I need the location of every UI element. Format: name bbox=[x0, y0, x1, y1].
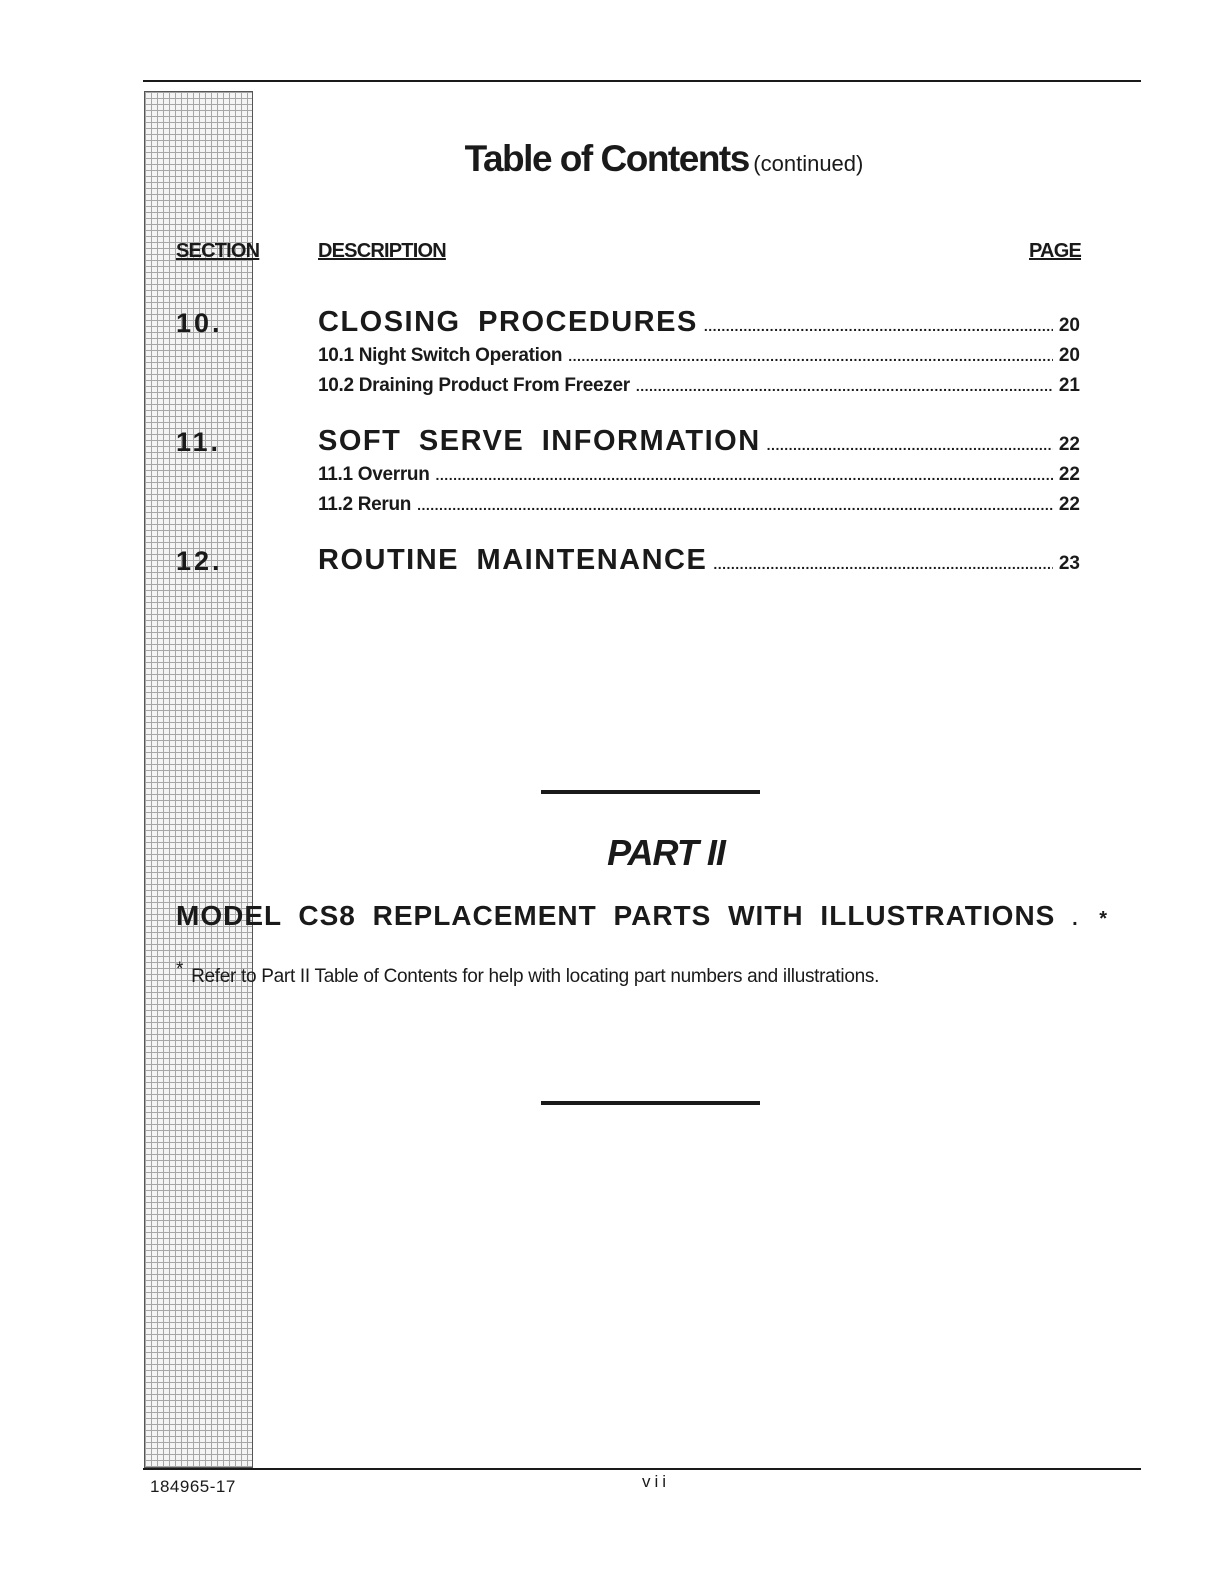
toc-subentry-page: 22 bbox=[1058, 464, 1080, 485]
leader-dots bbox=[713, 556, 1053, 572]
section-number: 10. bbox=[176, 308, 223, 338]
toc-entry-title: SOFT SERVE INFORMATION bbox=[318, 425, 761, 457]
part-heading: PART II bbox=[607, 832, 725, 873]
column-header-section: SECTION bbox=[176, 240, 260, 262]
bottom-rule bbox=[143, 1468, 1141, 1470]
toc-entry-page: 22 bbox=[1058, 434, 1080, 455]
toc-entry[interactable] bbox=[318, 306, 1080, 339]
page-title bbox=[0, 138, 1224, 180]
toc-subentry[interactable] bbox=[318, 375, 1080, 397]
leader-dots bbox=[436, 467, 1053, 483]
toc-subentry-title: 10.2 Draining Product From Freezer bbox=[318, 375, 630, 396]
column-header-description: DESCRIPTION bbox=[318, 240, 446, 262]
toc-subentry-title: 11.2 Rerun bbox=[318, 494, 412, 515]
top-rule bbox=[143, 80, 1141, 82]
divider-bar-bottom bbox=[541, 1101, 760, 1105]
toc-entry-page: 23 bbox=[1058, 553, 1080, 574]
model-parts-title: MODEL CS8 REPLACEMENT PARTS WITH ILLUSTRATIONS bbox=[176, 900, 1056, 931]
toc-subentry-title: 10.1 Night Switch Operation bbox=[318, 345, 563, 366]
leader-dots bbox=[704, 318, 1053, 334]
toc-subentry[interactable] bbox=[318, 464, 1080, 486]
page-number: vii bbox=[642, 1472, 671, 1491]
toc-subentry-page: 21 bbox=[1058, 375, 1080, 396]
toc-subentry-title: 11.1 Overrun bbox=[318, 464, 430, 485]
leader-dots bbox=[767, 437, 1053, 453]
leader-dots bbox=[568, 348, 1053, 364]
divider-bar-top bbox=[541, 790, 760, 794]
footnote-marker: . * bbox=[1072, 908, 1112, 930]
toc-entry-title: ROUTINE MAINTENANCE bbox=[318, 544, 708, 576]
document-number: 184965-17 bbox=[150, 1477, 236, 1496]
toc-subentry-page: 22 bbox=[1058, 494, 1080, 515]
leader-dots bbox=[417, 497, 1053, 513]
toc-entry[interactable] bbox=[318, 425, 1080, 458]
column-header-page: PAGE bbox=[1029, 240, 1081, 262]
footnote-star: * bbox=[176, 959, 184, 980]
toc-entry-page: 20 bbox=[1058, 315, 1080, 336]
section-number: 11. bbox=[176, 427, 222, 457]
toc-subentry[interactable] bbox=[318, 494, 1080, 516]
model-parts-heading bbox=[176, 900, 1111, 932]
leader-dots bbox=[636, 378, 1053, 394]
toc-entry-title: CLOSING PROCEDURES bbox=[318, 306, 698, 338]
section-number: 12. bbox=[176, 546, 223, 576]
footnote-text: Refer to Part II Table of Contents for help with locating part numbers and illustrations. bbox=[191, 966, 880, 987]
toc-subentry-page: 20 bbox=[1058, 345, 1080, 366]
toc-entry[interactable] bbox=[318, 544, 1080, 577]
footnote bbox=[176, 959, 880, 988]
grid-margin-strip bbox=[144, 91, 253, 1468]
title-main: Table of Contents bbox=[464, 138, 749, 179]
title-sub: (continued) bbox=[753, 151, 864, 176]
toc-subentry[interactable] bbox=[318, 345, 1080, 367]
